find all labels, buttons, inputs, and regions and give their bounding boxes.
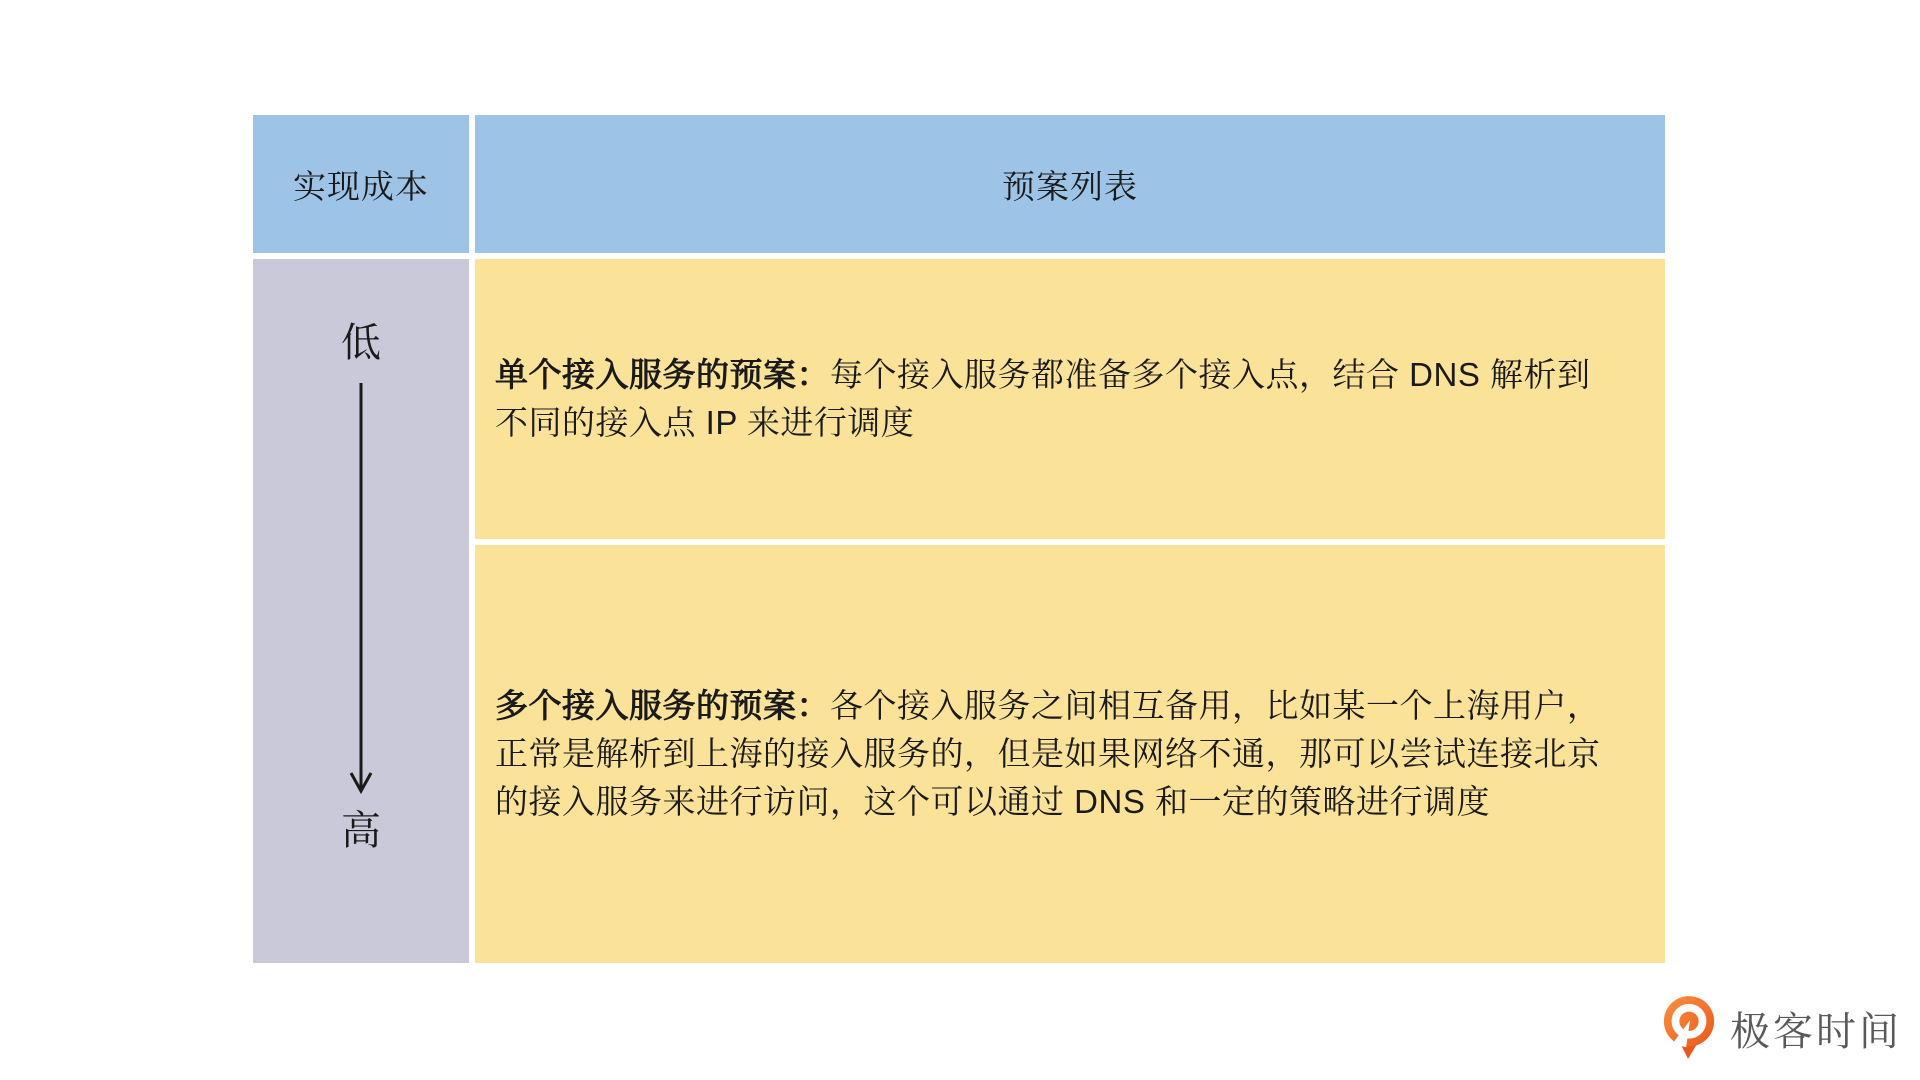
plan-body: 每个接入服务都准备多个接入点，结合 DNS 解析到不同的接入点 IP 来进行调度 [495, 356, 1591, 441]
header-cost-label: 实现成本 [293, 167, 429, 205]
cost-low-label: 低 [341, 321, 381, 365]
table-row [475, 545, 1665, 963]
plan-text-multi-service [495, 682, 1605, 826]
plan-text-single-service [495, 351, 1605, 447]
down-arrow-icon [346, 379, 376, 799]
header-cell-cost [253, 115, 469, 253]
geektime-logo-icon [1660, 995, 1718, 1061]
plan-body: 各个接入服务之间相互备用，比如某一个上海用户，正常是解析到上海的接入服务的，但是如果网络不通，那可以尝试连接北京的接入服务来进行访问，这个可以通过 DNS 和一定的策略进行调度 [495, 687, 1601, 820]
header-plans-label: 预案列表 [1002, 167, 1138, 205]
cost-high-label: 高 [341, 809, 381, 853]
plan-title: 单个接入服务的预案： [495, 356, 830, 393]
geektime-logo [1660, 995, 1902, 1061]
cost-axis-rail [253, 259, 469, 963]
geektime-logo-text: 极客时间 [1730, 1009, 1902, 1054]
header-cell-plans [475, 115, 1665, 253]
cost-plan-table [253, 115, 1665, 963]
plan-title: 多个接入服务的预案： [495, 687, 830, 724]
table-row [475, 259, 1665, 539]
